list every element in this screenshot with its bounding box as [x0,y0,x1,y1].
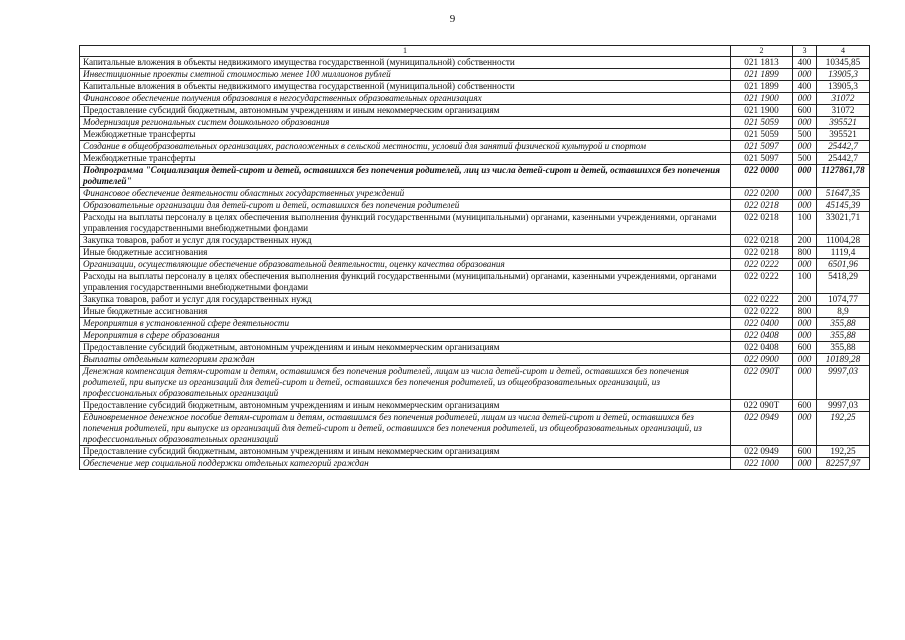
row-code-cell: 021 1813 [731,57,793,69]
table-row [80,200,870,212]
row-code-cell: 022 090Т [731,400,793,412]
row-type-cell: 800 [793,306,817,318]
row-type-cell: 100 [793,212,817,235]
row-type-cell: 600 [793,105,817,117]
row-type-cell: 000 [793,259,817,271]
table-row [80,153,870,165]
table-row [80,318,870,330]
row-name-cell: Предоставление субсидий бюджетным, автономным учреждениям и иным некоммерческим организациям [80,400,731,412]
row-type-cell: 500 [793,153,817,165]
table-row [80,69,870,81]
row-amount-cell: 13905,3 [817,69,870,81]
row-code-cell: 022 0218 [731,247,793,259]
table-row [80,235,870,247]
table-row [80,247,870,259]
row-code-cell: 021 5059 [731,117,793,129]
table-row [80,342,870,354]
row-amount-cell: 192,25 [817,446,870,458]
table-header [80,46,870,57]
header-col-3: 3 [793,46,817,57]
table-row [80,93,870,105]
row-name-cell: Предоставление субсидий бюджетным, автономным учреждениям и иным некоммерческим организациям [80,446,731,458]
row-name-cell: Расходы на выплаты персоналу в целях обеспечения выполнения функций государственными (муниципальными) органами, казенными учреждениями, органами управления государственными внебюджетными фондами [80,271,731,294]
row-code-cell: 021 1899 [731,69,793,81]
row-type-cell: 400 [793,81,817,93]
table-row [80,117,870,129]
row-type-cell: 000 [793,330,817,342]
table-row [80,57,870,69]
row-type-cell: 000 [793,165,817,188]
row-name-cell: Образовательные организации для детей-сирот и детей, оставшихся без попечения родителей [80,200,731,212]
row-name-cell: Финансовое обеспечение получения образования в негосударственных образовательных организациях [80,93,731,105]
row-type-cell: 600 [793,342,817,354]
row-type-cell: 500 [793,129,817,141]
row-amount-cell: 31072 [817,105,870,117]
row-name-cell: Межбюджетные трансферты [80,153,731,165]
row-code-cell: 022 090Т [731,366,793,400]
header-row [80,46,870,57]
row-code-cell: 022 0218 [731,200,793,212]
table-row [80,105,870,117]
row-type-cell: 400 [793,57,817,69]
table-row [80,212,870,235]
row-amount-cell: 25442,7 [817,141,870,153]
row-name-cell: Денежная компенсация детям-сиротам и детям, оставшимся без попечения родителей, лицам из числа детей-сирот и детей, оставшихся без попечения родителей, при выпуске из организаций для детей-сирот и детей, оставшихся без попечения родителей, из общеобразовательных организаций, из профессиональных образовательных организаций [80,366,731,400]
row-code-cell: 022 0000 [731,165,793,188]
row-type-cell: 000 [793,366,817,400]
row-amount-cell: 6501,96 [817,259,870,271]
row-code-cell: 022 0222 [731,294,793,306]
row-amount-cell: 25442,7 [817,153,870,165]
row-code-cell: 021 1900 [731,93,793,105]
row-amount-cell: 13905,3 [817,81,870,93]
row-name-cell: Модернизация региональных систем дошкольного образования [80,117,731,129]
row-name-cell: Подпрограмма "Социализация детей-сирот и детей, оставшихся без попечения родителей, лиц из числа детей-сирот и детей, оставшихся без попечения родителей" [80,165,731,188]
row-amount-cell: 355,88 [817,330,870,342]
row-name-cell: Закупка товаров, работ и услуг для государственных нужд [80,294,731,306]
table-row [80,366,870,400]
row-name-cell: Создание в общеобразовательных организациях, расположенных в сельской местности, условий для занятий физической культурой и спортом [80,141,731,153]
table-row [80,330,870,342]
row-code-cell: 022 0949 [731,412,793,446]
row-type-cell: 000 [793,141,817,153]
table-row [80,306,870,318]
header-col-1: 1 [80,46,731,57]
row-type-cell: 000 [793,412,817,446]
row-code-cell: 022 0400 [731,318,793,330]
row-type-cell: 000 [793,69,817,81]
row-amount-cell: 51647,35 [817,188,870,200]
row-name-cell: Выплаты отдельным категориям граждан [80,354,731,366]
row-amount-cell: 10345,85 [817,57,870,69]
row-name-cell: Закупка товаров, работ и услуг для государственных нужд [80,235,731,247]
row-name-cell: Финансовое обеспечение деятельности областных государственных учреждений [80,188,731,200]
row-code-cell: 021 1900 [731,105,793,117]
row-amount-cell: 192,25 [817,412,870,446]
row-amount-cell: 8,9 [817,306,870,318]
row-amount-cell: 395521 [817,129,870,141]
table-row [80,81,870,93]
row-amount-cell: 31072 [817,93,870,105]
row-code-cell: 022 0222 [731,306,793,318]
row-type-cell: 000 [793,188,817,200]
row-amount-cell: 9997,03 [817,400,870,412]
row-code-cell: 022 0900 [731,354,793,366]
row-amount-cell: 1127861,78 [817,165,870,188]
row-code-cell: 021 5097 [731,153,793,165]
row-amount-cell: 395521 [817,117,870,129]
table-row [80,446,870,458]
page-number: 9 [449,13,456,25]
row-code-cell: 022 0222 [731,271,793,294]
row-name-cell: Капитальные вложения в объекты недвижимого имущества государственной (муниципальной) собственности [80,57,731,69]
row-code-cell: 022 0218 [731,235,793,247]
row-type-cell: 000 [793,200,817,212]
budget-table [79,45,870,470]
row-amount-cell: 355,88 [817,342,870,354]
row-amount-cell: 355,88 [817,318,870,330]
row-type-cell: 200 [793,235,817,247]
row-type-cell: 000 [793,354,817,366]
row-type-cell: 800 [793,247,817,259]
row-code-cell: 022 0222 [731,259,793,271]
row-amount-cell: 45145,39 [817,200,870,212]
row-name-cell: Инвестиционные проекты сметной стоимостью менее 100 миллионов рублей [80,69,731,81]
table-body [80,57,870,470]
row-code-cell: 022 1000 [731,458,793,470]
row-code-cell: 022 0949 [731,446,793,458]
row-name-cell: Расходы на выплаты персоналу в целях обеспечения выполнения функций государственными (муниципальными) органами, казенными учреждениями, органами управления государственными внебюджетными фондами [80,212,731,235]
row-amount-cell: 1074,77 [817,294,870,306]
row-name-cell: Предоставление субсидий бюджетным, автономным учреждениям и иным некоммерческим организациям [80,105,731,117]
row-name-cell: Предоставление субсидий бюджетным, автономным учреждениям и иным некоммерческим организациям [80,342,731,354]
row-name-cell: Мероприятия в сфере образования [80,330,731,342]
row-name-cell: Иные бюджетные ассигнования [80,306,731,318]
row-type-cell: 100 [793,271,817,294]
table-row [80,165,870,188]
table-row [80,354,870,366]
row-name-cell: Межбюджетные трансферты [80,129,731,141]
header-col-2: 2 [731,46,793,57]
row-type-cell: 000 [793,117,817,129]
row-amount-cell: 1119,4 [817,247,870,259]
row-code-cell: 022 0408 [731,342,793,354]
row-amount-cell: 11004,28 [817,235,870,247]
row-code-cell: 022 0200 [731,188,793,200]
row-amount-cell: 5418,29 [817,271,870,294]
row-amount-cell: 9997,03 [817,366,870,400]
row-type-cell: 000 [793,318,817,330]
table-row [80,458,870,470]
row-name-cell: Мероприятия в установленной сфере деятельности [80,318,731,330]
row-name-cell: Иные бюджетные ассигнования [80,247,731,259]
row-type-cell: 600 [793,400,817,412]
table-row [80,188,870,200]
row-code-cell: 022 0408 [731,330,793,342]
row-name-cell: Капитальные вложения в объекты недвижимого имущества государственной (муниципальной) собственности [80,81,731,93]
table-row [80,400,870,412]
table-row [80,294,870,306]
row-name-cell: Обеспечение мер социальной поддержки отдельных категорий граждан [80,458,731,470]
row-code-cell: 021 1899 [731,81,793,93]
table-row [80,259,870,271]
row-amount-cell: 10189,28 [817,354,870,366]
table-row [80,271,870,294]
row-code-cell: 021 5059 [731,129,793,141]
row-name-cell: Организации, осуществляющие обеспечение образовательной деятельности, оценку качества образования [80,259,731,271]
row-code-cell: 021 5097 [731,141,793,153]
row-name-cell: Единовременное денежное пособие детям-сиротам и детям, оставшимся без попечения родителей, лицам из числа детей-сирот и детей, оставшихся без попечения родителей, при выпуске из организаций для детей-сирот и детей, оставшихся без попечения родителей, из общеобразовательных организаций, из профессиональных образовательных организаций [80,412,731,446]
table-row [80,129,870,141]
row-type-cell: 000 [793,93,817,105]
row-type-cell: 000 [793,458,817,470]
header-col-4: 4 [817,46,870,57]
row-type-cell: 600 [793,446,817,458]
row-amount-cell: 33021,71 [817,212,870,235]
row-amount-cell: 82257,97 [817,458,870,470]
table-row [80,412,870,446]
row-type-cell: 200 [793,294,817,306]
row-code-cell: 022 0218 [731,212,793,235]
table-row [80,141,870,153]
